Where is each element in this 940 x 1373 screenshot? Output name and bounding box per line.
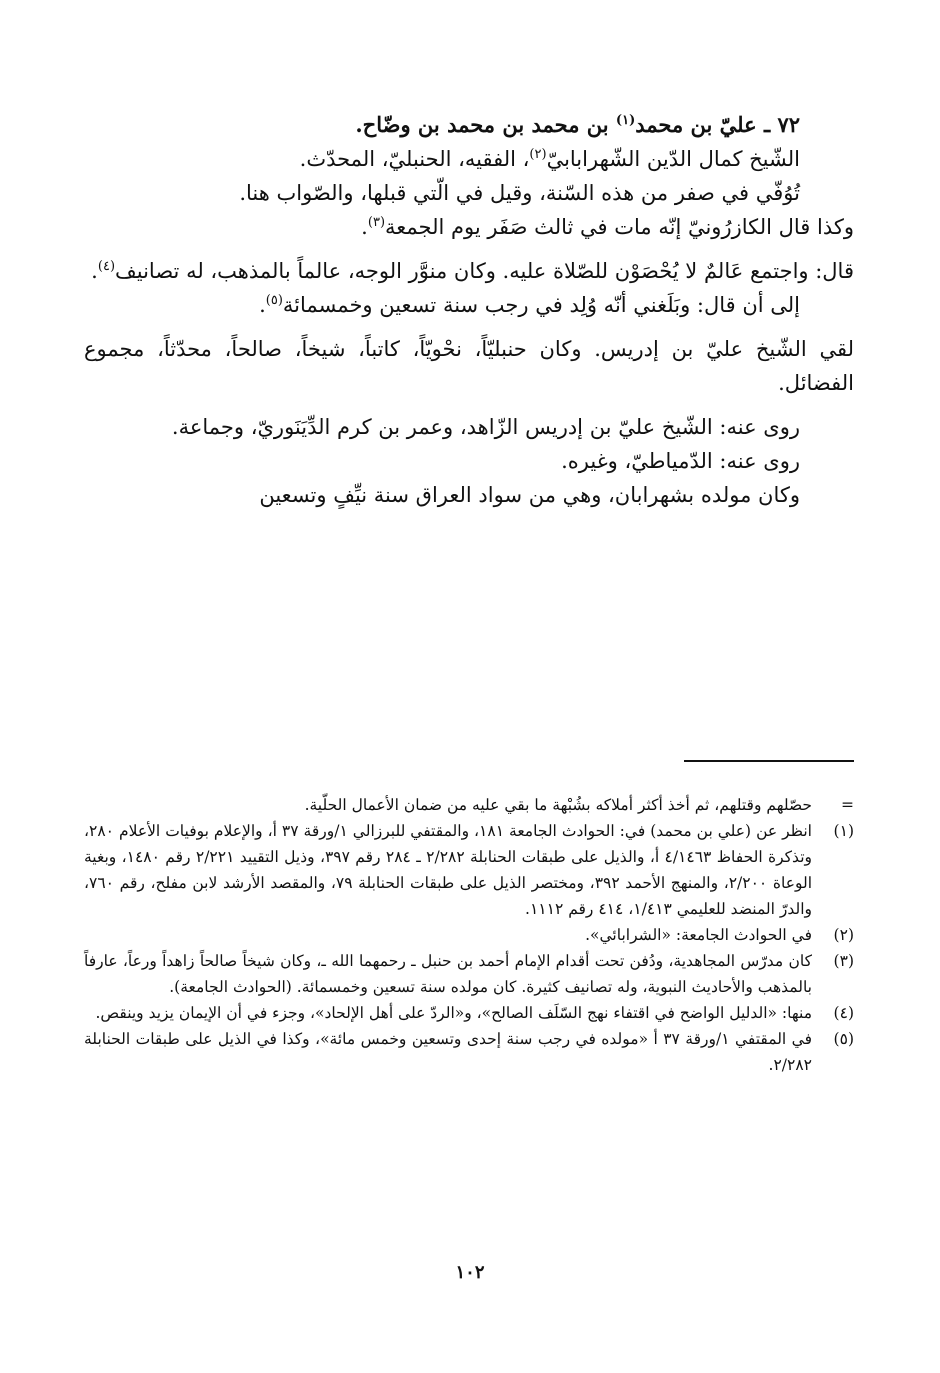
entry-line-3 [84,210,854,244]
paragraph-2-b: . [91,259,98,284]
entry-line-3-b: . [361,215,368,240]
footnote-mark: (٣) [833,952,854,971]
footnote-ref-1: (١) [615,113,636,128]
footnote-mark: (٥) [833,1030,854,1049]
entry-line-3-a: وكذا قال الكازرُونيّ إنّه مات في ثالث صَفَر يوم الجمعة [385,215,854,240]
footnotes [84,792,854,1078]
footnote-2 [84,922,854,948]
footnote-ref-5: (٥) [265,293,283,309]
footnote-text: منها: «الدليل الواضح في اقتفاء نهج السّلَف الصالح»، و«الردّ على أهل الإلحاد»، وجزء في أن الإيمان يزيد وينقص. [95,1004,812,1023]
paragraph-7: وكان مولده بشهرابان، وهي من سواد العراق سنة نيِّفٍ وتسعين [259,483,800,508]
entry-line-1-b: ، الفقيه، الحنبليّ، المحدّث. [299,147,530,172]
paragraph-4: لقي الشّيخ عليّ بن إدريس. وكان حنبليّاً، نحْويّاً، كاتباً، شيخاً، صالحاً، محدّثاً، مجموع الفضائل. [84,337,854,396]
footnote-1 [84,818,854,922]
entry-heading-b: بن محمد بن محمد بن وضّاح. [355,112,616,137]
entry-heading [84,108,854,142]
footnote-mark: (٢) [833,926,854,945]
footnote-continuation [84,792,854,818]
footnote-divider [684,760,854,762]
footnote-text: كان مدرّس المجاهدية، ودُفن تحت أقدام الإمام أحمد بن حنبل ـ رحمهما الله ـ، وكان شيخاً صالحاً زاهداً ورعاً، عارفاً بالمذهب والأحاديث النبوية، وله تصانيف كثيرة. كان مولده سنة تسعين وخمسمائة. (الحوادث الجامعة). [84,952,812,997]
entry-line-1 [84,142,854,176]
paragraph-3-a: إلى أن قال: وبَلَغني أنّه وُلِد في رجب سنة تسعين وخمسمائة [282,293,800,318]
paragraph-2 [84,254,854,288]
footnote-4 [84,1000,854,1026]
footnote-text: حصّلهم وقتلهم، ثم أخذ أكثر أملاكه بشُبْهة ما بقي عليه من ضمان الأعمال الحلّية. [304,796,812,814]
footnote-mark: = [841,796,854,814]
main-text [84,108,854,512]
footnote-3 [84,948,854,1000]
paragraph-6: روى عنه: الدّمياطيّ، وغيره. [561,449,800,474]
footnote-5 [84,1026,854,1078]
footnote-text: في المقتفي ١/ورقة ٣٧ أ «مولده في رجب سنة إحدى وتسعين وخمس مائة»، وكذا في الذيل على طبقات الحنابلة ٢/٢٨٢. [84,1030,812,1075]
footnote-ref-2: (٢) [529,147,547,163]
footnote-text: انظر عن (علي بن محمد) في: الحوادث الجامعة ١٨١، والمقتفي للبرزالي ١/ورقة ٣٧ أ، والإعلام بوفيات الأعلام ٢٨٠، وتذكرة الحفاظ ٤/١٤٦٣ أ، والذيل على طبقات الحنابلة ٢/٢٨٢ ـ ٢٨٤ رقم ٣٩٧، وذيل التقييد ٢/٢٢١ رقم ١٤٨٠، وبغية الوعاة ٢/٢٠٠، والمنهج الأحمد ٣٩٢، ومختصر الذيل على طبقات الحنابلة ٧٩، والمقصد الأرشد لابن مفلح، رقم ٧٦٠، والدرّ المنضد للعليمي ١/٤١٣، ٤١٤ رقم ١١١٢. [84,822,812,919]
paragraph-2-a: قال: واجتمع عَالمٌ لا يُحْصَوْن للصّلاة عليه. وكان منوَّر الوجه، عالماً بالمذهب، له تصانيف [115,259,854,284]
footnote-ref-3: (٣) [367,215,386,231]
footnote-mark: (٤) [833,1004,854,1023]
entry-line-2: تُوُفّي في صفر من هذه السّنة، وقيل في الّتي قبلها، والصّواب هنا. [239,181,800,206]
entry-line-1-a: الشّيخ كمال الدّين الشّهرابابيّ [546,147,800,172]
page-number: ١٠٢ [455,1262,485,1283]
footnote-mark: (١) [833,822,854,841]
paragraph-3 [84,288,854,322]
entry-heading-a: ٧٢ ـ عليّ بن محمد [635,112,800,137]
paragraph-3-b: . [259,293,266,318]
footnote-ref-4: (٤) [97,259,116,275]
footnote-text: في الحوادث الجامعة: «الشرابائي». [585,926,812,945]
paragraph-5: روى عنه: الشّيخ عليّ بن إدريس الزّاهد، وعمر بن كرم الدِّيَنَوريّ، وجماعة. [171,415,800,440]
